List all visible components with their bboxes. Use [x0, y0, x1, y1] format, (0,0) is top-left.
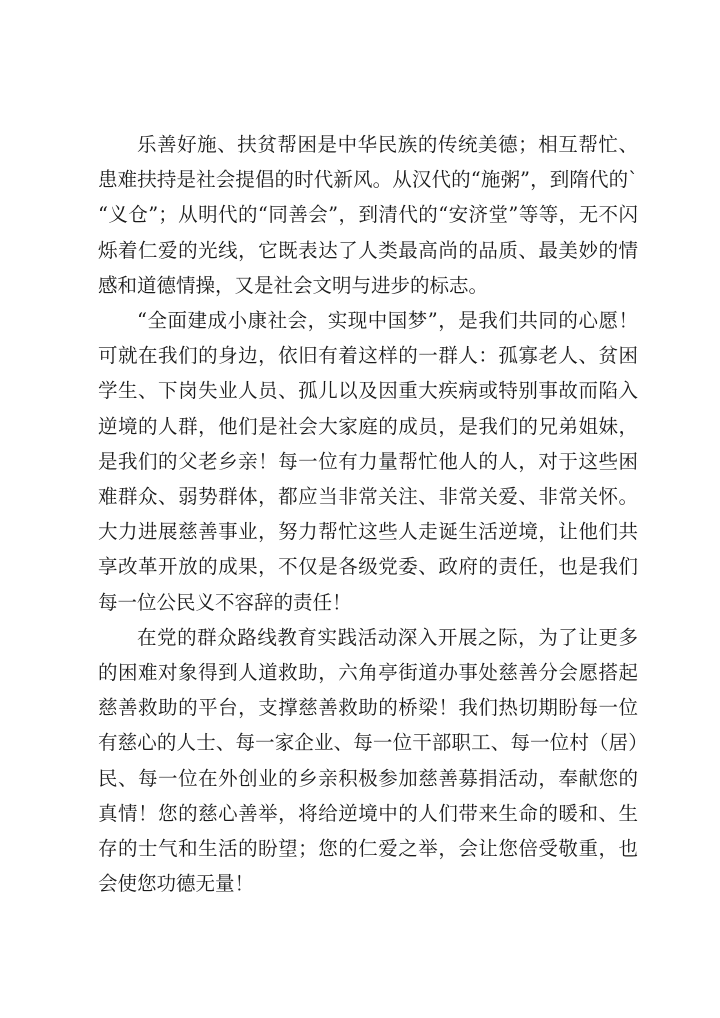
paragraph-charity-appeal: 在党的群众路线教育实践活动深入开展之际，为了让更多的困难对象得到人道救助，六角亭街道办事处慈善分会愿搭起慈善救助的平台，支撑慈善救助的桥梁！我们热切期盼每一位有慈心的人士、每一家企业、每一位干部职工、每一位村（居）民、每一位在外创业的乡亲积极参加慈善募捐活动，奉献您的真情！您的慈心善举，将给逆境中的人们带来生命的暖和、生存的士气和生活的盼望；您的仁爱之举，会让您倍受敬重，也会使您功德无量！	[98, 625, 638, 896]
paragraph-tradition: 乐善好施、扶贫帮困是中华民族的传统美德；相互帮忙、患难扶持是社会提倡的时代新风。从汉代的“施粥”，到隋代的`“义仓”；从明代的“同善会”，到清代的“安济堂”等等，无不闪烁着仁爱的光线，它既表达了人类最高尚的品质、最美妙的情感和道德情操，又是社会文明与进步的标志。	[98, 133, 638, 297]
paragraph-chinese-dream: “全面建成小康社会，实现中国梦”，是我们共同的心愿！可就在我们的身边，依旧有着这样的一群人：孤寡老人、贫困学生、下岗失业人员、孤儿以及因重大疾病或特别事故而陷入逆境的人群，他们是社会大家庭的成员，是我们的兄弟姐妹，是我们的父老乡亲！每一位有力量帮忙他人的人，对于这些困难群众、弱势群体，都应当非常关注、非常关爱、非常关怀。大力进展慈善事业，努力帮忙这些人走诞生活逆境，让他们共享改革开放的成果，不仅是各级党委、政府的责任，也是我们每一位公民义不容辞的责任！	[98, 309, 638, 614]
document-body	[98, 127, 638, 901]
